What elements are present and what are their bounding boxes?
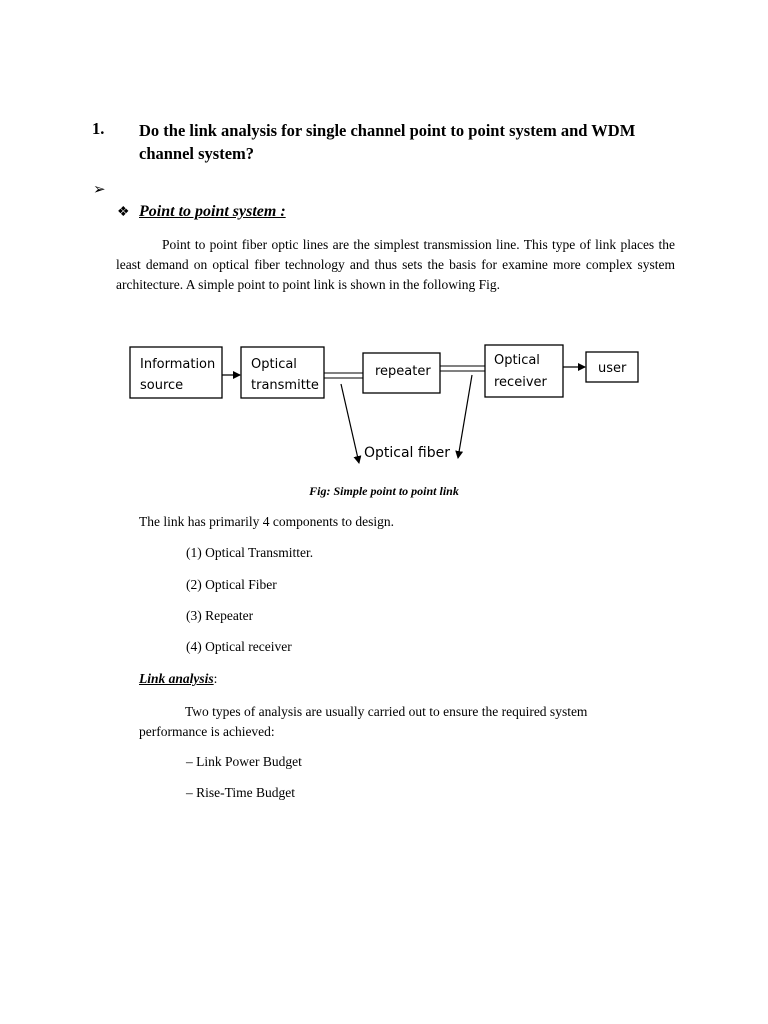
component-item: (4) Optical receiver — [186, 639, 292, 654]
information-source-block — [130, 347, 222, 398]
link-analysis-title: Link analysis — [139, 671, 214, 686]
svg-text:Information: Information — [140, 357, 216, 372]
point-to-point-diagram — [0, 330, 768, 475]
svg-text:transmitte: transmitte — [251, 378, 319, 393]
diamond-bullet-icon: ❖ — [117, 205, 130, 220]
link-analysis-paragraph: Two types of analysis are usually carried out to ensure the required system performance is achieved: — [139, 704, 588, 739]
repeater-block — [363, 353, 440, 393]
component-item: (1) Optical Transmitter. — [186, 545, 314, 560]
link-analysis-colon: : — [213, 671, 218, 686]
figure-caption: Fig: Simple point to point link — [309, 484, 459, 498]
optical-receiver-block — [485, 345, 563, 397]
fiber-pointer-arrow-left — [341, 384, 359, 463]
svg-text:source: source — [140, 378, 184, 393]
fiber-segment-2 — [440, 366, 485, 371]
fiber-segment-1 — [324, 373, 363, 378]
question-number: 1. — [92, 119, 105, 138]
link-analysis-heading — [139, 671, 217, 687]
fiber-pointer-arrow-right — [458, 375, 472, 458]
component-item: (2) Optical Fiber — [186, 577, 277, 592]
arrow-bullet-icon: ➢ — [93, 182, 106, 198]
components-intro: The link has primarily 4 components to design. — [139, 514, 394, 529]
svg-text:Optical: Optical — [494, 353, 540, 368]
section-title: Point to point system : — [139, 203, 286, 220]
component-item: (3) Repeater — [186, 608, 254, 623]
svg-text:Optical: Optical — [251, 357, 297, 372]
analysis-type-item: – Rise-Time Budget — [186, 785, 296, 800]
svg-text:receiver: receiver — [494, 375, 547, 390]
svg-text:user: user — [598, 361, 627, 376]
optical-fiber-label: Optical fiber — [364, 445, 450, 461]
user-block — [586, 352, 638, 382]
svg-text:repeater: repeater — [375, 364, 431, 379]
question-text: Do the link analysis for single channel point to point system and WDM channel system? — [139, 121, 636, 163]
analysis-type-item: – Link Power Budget — [186, 754, 302, 769]
intro-paragraph: Point to point fiber optic lines are the simplest transmission line. This type of link places the least demand on optical fiber technology and thus sets the basis for examine more complex system architecture. A simple point to point link is shown in the following Fig. — [116, 237, 675, 292]
optical-transmitter-block — [241, 347, 324, 398]
